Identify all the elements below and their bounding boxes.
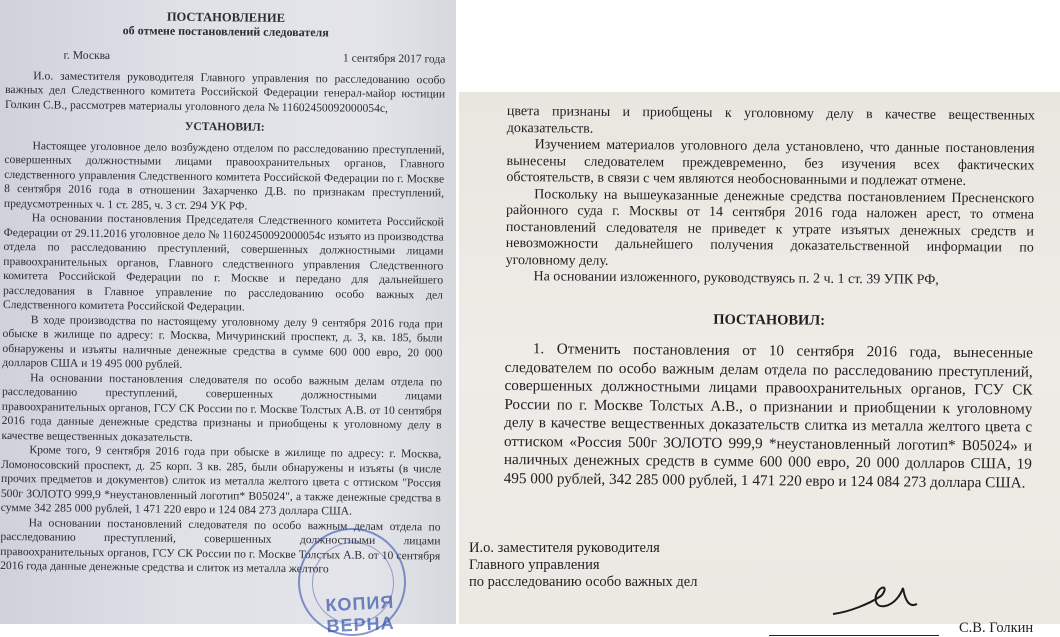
paragraph: Поскольку на вышеуказанные денежные средства постановлением Пресненского районного суда г. Москвы от 14 сентября 2016 года наложен арест, то отмена постановлений следователя не приведет к утрате изъятых денежных средств и невозможности дальнейшего получения доказательственной информации по уголовному делу. xyxy=(505,186,1035,269)
signatory-position-line: И.о. заместителя руководителя xyxy=(469,540,660,556)
signatory-position-line: по расследованию особо важных дел xyxy=(469,574,698,590)
paragraph: Изучением материалов уголовного дела установлено, что данные постановления вынесены следователем преждевременно, без изучения всех фактических обстоятельств, в связи с чем являются необоснованными и подлежат отмене. xyxy=(506,137,1035,190)
paragraph: На основании постановлений следователя по особо важным делам отдела по расследованию преступлений, совершенных должностными лицами правоохранительных органов, ГСУ СК России по г. Москве Толстых А.В. от 10 сентября 2016 года данные денежные средства и слиток из металла желтого xyxy=(0,515,441,576)
paragraph: Кроме того, 9 сентября 2016 года при обыске в жилище по адресу: г. Москва, Ломоносовский проспект, д. 25 корп. 3 кв. 285, были обнаружены и изъяты (в числе прочих предметов и документов) слиток из металла желтого цвета с оттиском "Россия 500г ЗОЛОТО 999,9 *неустановленный логотип* В05024", а также денежные средства в сумме 342 285 000 рублей, 1 471 220 евро и 124 084 273 доллара США. xyxy=(0,443,442,518)
document-title: ПОСТАНОВЛЕНИЕ xyxy=(166,9,286,25)
document-subtitle: об отмене постановлений следователя xyxy=(122,23,329,40)
paragraph: На основании изложенного, руководствуясь п. 2 ч. 1 ст. 39 УПК РФ, xyxy=(533,269,939,288)
postanovil-heading: ПОСТАНОВИЛ: xyxy=(713,311,826,329)
stamp-label: КОПИЯ ВЕРНА xyxy=(324,591,396,637)
paragraph: Настоящее уголовное дело возбуждено отделом по расследованию преступлений, совершенных должностными лицами правоохранительных органов, Главного следственного управления Следственного комитета Российской Федерации по г. Москве 8 сентября 2016 года в отношении Захарченко Д.В. по признакам преступлений, предусмотренных ч. 1 ст. 285, ч. 3 ст. 294 УК РФ. xyxy=(3,138,445,213)
paragraph: В ходе производства по настоящему уголовному делу 9 сентября 2016 года при обыске в жилище по адресу: г. Москва, Мичуринский проспект, д. 3, кв. 185, были обнаружены и изъяты наличные денежные средства в сумме 600 000 евро, 20 000 долларов США и 19 495 000 рублей. xyxy=(2,312,443,371)
signature-block xyxy=(469,540,1049,636)
paragraph: На основании постановления Председателя Следственного комитета Российской Федерации от 29.11.2016 уголовное дело № 11602450092000054с изъято из производства отдела по расследованию преступлений, совершенных должностными лицами правоохранительных органов, Главного следственного управления Следственного комитета Российской Федерации по г. Москве и передано для дальнейшего расследования в Главное управление по расследованию особо важных дел Следственного комитета Российской Федерации. xyxy=(2,211,444,314)
resolution-paragraph: 1. Отменить постановления от 10 сентября 2016 года, вынесенные следователем по особо важным делам отдела по расследованию преступлений, совершенных должностными лицами правоохранительных органов, ГСУ СК России по г. Москве Толстых А.В., о признании и приобщении к уголовному делу в качестве вещественных доказательств слитка из металла желтого цвета с оттиском «Россия 500г ЗОЛОТО 999,9 *неустановленный логотип* В05024» и наличных денежных средств в сумме 600 000 евро, 20 000 долларов США, 19 495 000 рублей, 342 285 000 рублей, 1 471 220 евро и 124 084 273 доллара США. xyxy=(503,340,1033,492)
ustanovil-heading: УСТАНОВИЛ: xyxy=(184,119,265,134)
signatory-position-line: Главного управления xyxy=(469,557,600,573)
handwritten-signature xyxy=(829,574,919,622)
right-page xyxy=(459,92,1060,636)
right-page-text xyxy=(504,104,1035,493)
paragraph: цвета признаны и приобщены к уголовному делу в качестве вещественных доказательств. xyxy=(506,104,1035,137)
left-page xyxy=(0,0,456,637)
place-date-row xyxy=(63,49,445,67)
document-date: 1 сентября 2017 года xyxy=(342,51,446,66)
left-page-text xyxy=(0,8,446,578)
signatory-name: С.В. Голкин xyxy=(959,620,1034,636)
intro-paragraph: И.о. заместителя руководителя Главного управления по расследованию особо важных дел Следственного комитета Российской Федерации генерал-майор юстиции Голкин С.В., рассмотрев материалы уголовного дела № 11602450092000054с, xyxy=(4,68,446,115)
city: г. Москва xyxy=(63,48,111,63)
signature-line xyxy=(769,635,939,636)
paragraph: На основании постановления следователя по особо важным делам отдела по расследованию преступлений, совершенных должностными лицами правоохранительных органов, ГСУ СК России по г. Москве Толстых А.В. от 10 сентября 2016 года данные денежные средства признаны и приобщены к уголовному делу в качестве вещественных доказательств. xyxy=(1,370,443,444)
